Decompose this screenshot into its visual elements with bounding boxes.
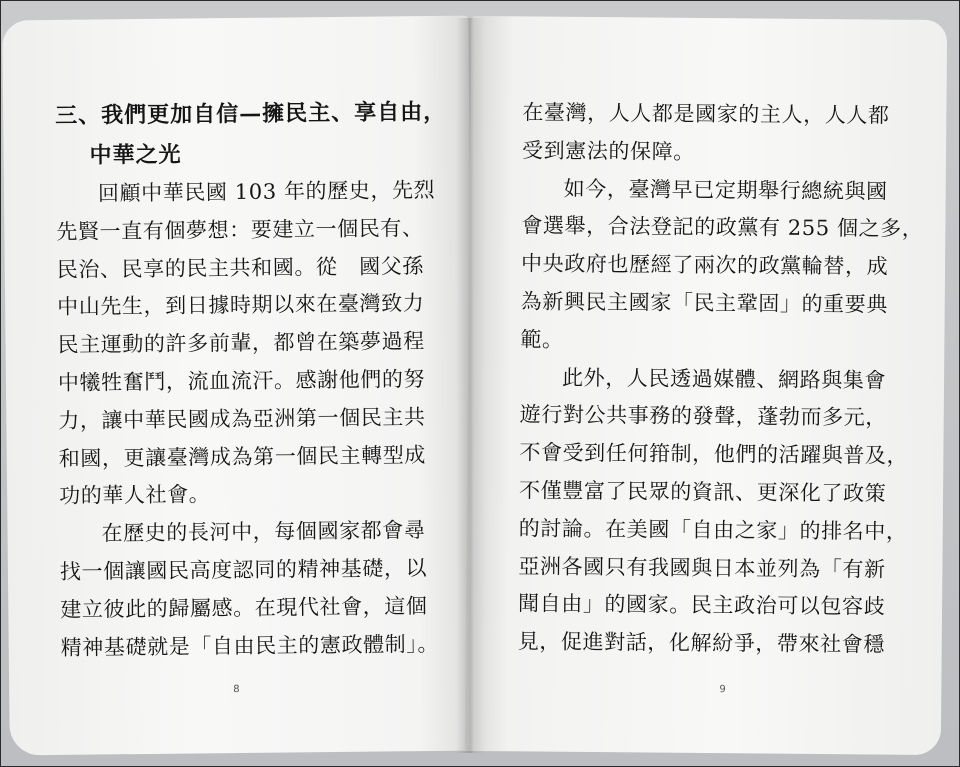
text-line: 不僅豐富了民眾的資訊、更深化了政策: [518, 478, 887, 506]
text-line: 建立彼此的歸屬感。在現代社會，這個: [60, 593, 428, 622]
text-line: 見，促進對話，化解紛爭，帶來社會穩: [517, 629, 886, 657]
text-line: 回顧中華民國 103 年的歷史，先烈: [97, 177, 436, 206]
text-line: 範。: [520, 327, 564, 352]
page-number: 9: [719, 684, 726, 696]
text-line: 中犧牲奮鬥，流血流汗。感謝他們的努: [57, 367, 426, 395]
text-line: 中山先生，到日據時期以來在臺灣致力: [57, 291, 425, 320]
text-line: 先賢一直有個夢想：要建立一個民有、: [56, 215, 424, 244]
text-line: 的討論。在美國「自由之家」的排名中，: [518, 516, 908, 544]
right-page: [465, 16, 947, 755]
text-line: 民治、民享的民主共和國。從 國父孫: [56, 253, 425, 282]
section-heading-continued: 中華之光: [89, 141, 182, 169]
text-line: 遊行對公共事務的發聲，蓬勃而多元，: [519, 402, 888, 430]
text-line: 力，讓中華民國成為亞洲第一個民主共: [58, 404, 426, 433]
text-line: 會選舉，合法登記的政黨有 255 個之多，: [521, 213, 924, 242]
section-heading: 三、我們更加自信—擁民主、享自由，: [55, 98, 447, 129]
text-line: 和國，更讓臺灣成為第一個民主轉型成: [58, 442, 427, 471]
right-page-content: [517, 94, 924, 664]
left-paragraph-1: [56, 172, 436, 516]
text-line: 如今，臺灣早已定期舉行總統與國: [563, 176, 888, 204]
text-line: 功的華人社會。: [59, 482, 211, 509]
right-paragraph-3: [517, 359, 909, 665]
text-line: 不會受到任何箝制，他們的活躍與普及，: [519, 440, 909, 468]
text-line: 找一個讓國民高度認同的精神基礎，以: [59, 556, 428, 584]
text-line: 亞洲各國只有我國與日本並列為「有新: [518, 553, 886, 582]
text-line: 受到憲法的保障。: [521, 138, 695, 164]
text-line: 中央政府也歷經了兩次的政黨輪替，成: [520, 251, 889, 279]
text-line: 為新興民主國家「民主鞏固」的重要典: [520, 289, 889, 317]
text-line: 在歷史的長河中，每個國家都會尋: [101, 518, 426, 546]
text-line: 此外，人民透過媒體、網路與集會: [561, 365, 887, 393]
right-paragraph-1: [522, 94, 903, 173]
left-paragraph-2: [59, 512, 440, 667]
text-line: 精神基礎就是「自由民主的憲政體制」。: [60, 631, 440, 660]
left-page-content: [55, 92, 447, 667]
right-paragraph-2: [520, 170, 924, 362]
text-line: 民主運動的許多前輩，都曾在築夢過程: [57, 329, 425, 358]
text-line: 在臺灣，人人都是國家的主人，人人都: [522, 100, 890, 128]
left-page: [2, 16, 476, 756]
page-number: 8: [233, 684, 240, 696]
text-line: 聞自由」的國家。民主政治可以包容歧: [517, 591, 886, 619]
